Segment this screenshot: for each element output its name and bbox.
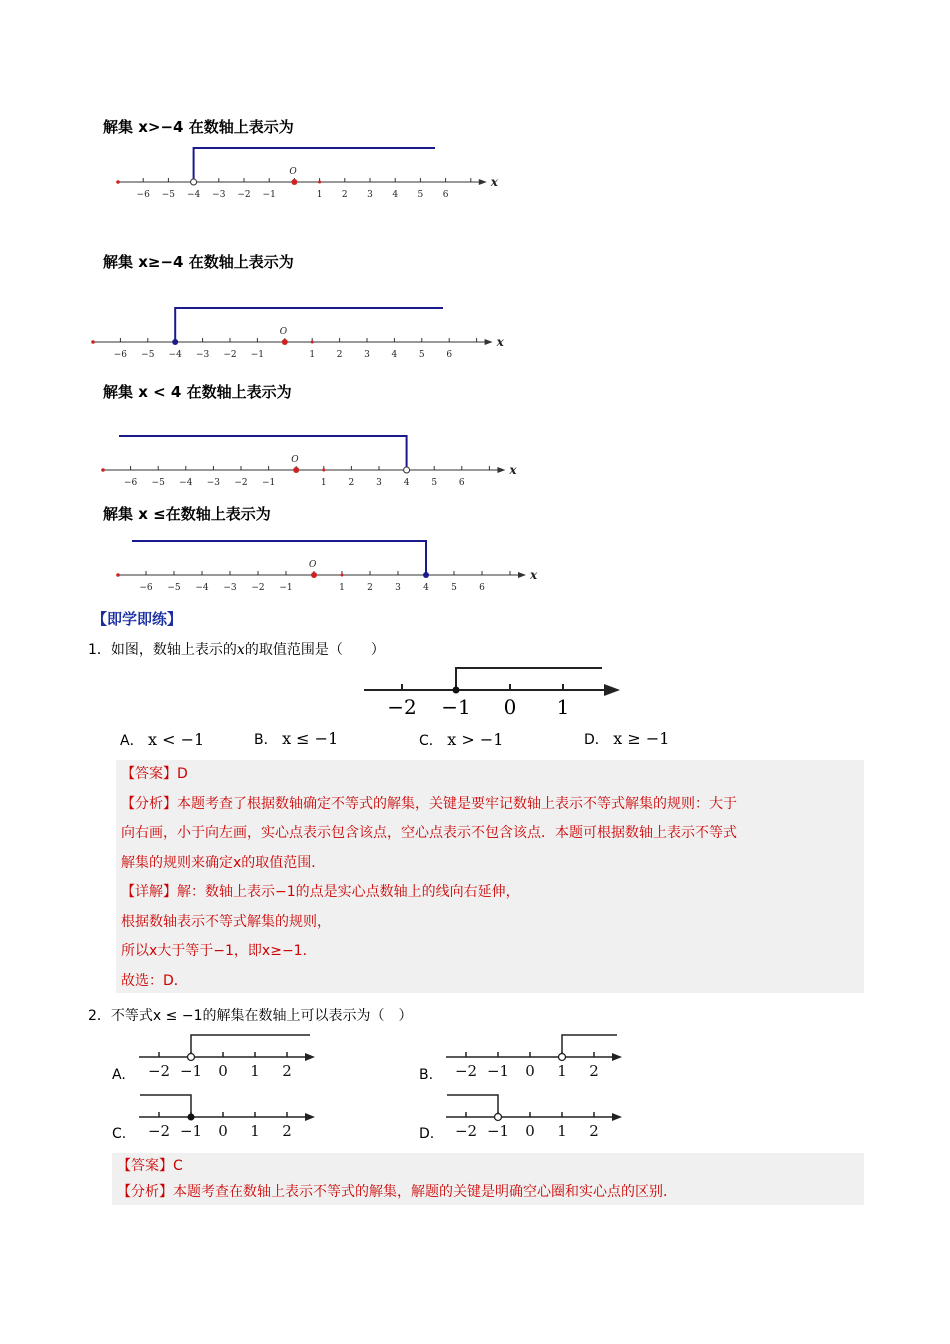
tick-label: 6 bbox=[442, 190, 449, 200]
tick-label: 3 bbox=[367, 190, 373, 200]
question-1-text-a: 如图，数轴上表示的 bbox=[110, 642, 237, 658]
tick-label: 4 bbox=[403, 478, 410, 488]
detail-1-line2: 根据数轴表示不等式解集的规则， bbox=[121, 913, 331, 930]
solution-ray bbox=[119, 436, 407, 470]
intro-label-2: 解集 x≥−4 在数轴上表示为 bbox=[103, 253, 294, 271]
axis-start-dot bbox=[116, 180, 120, 184]
tick-label: 4 bbox=[423, 583, 429, 593]
solution-ray bbox=[194, 148, 435, 182]
axis-label: x bbox=[509, 463, 517, 477]
tick-label: 6 bbox=[479, 583, 485, 593]
tick-label: −1 bbox=[262, 190, 276, 200]
numberline-figure-4 bbox=[108, 530, 538, 600]
detail-1-line3: 所以x大于等于−1，即x≥−1． bbox=[121, 943, 317, 959]
axis-start-dot bbox=[116, 573, 120, 577]
tick-label: 1 bbox=[309, 350, 316, 360]
solid-endpoint bbox=[188, 1114, 195, 1121]
tick-label: 0 bbox=[525, 1062, 535, 1080]
tick-label: −6 bbox=[139, 583, 153, 593]
tick-label: 2 bbox=[341, 190, 348, 200]
tick-label: −5 bbox=[167, 583, 181, 593]
option-a[interactable] bbox=[120, 730, 204, 750]
q2-figure-a bbox=[135, 1030, 320, 1088]
tick-label: −4 bbox=[179, 478, 193, 488]
analysis-2: 【分析】本题考查在数轴上表示不等式的解集，解题的关键是明确空心圈和实心点的区别． bbox=[117, 1184, 677, 1200]
axis-arrow bbox=[305, 1053, 315, 1061]
section-title: 【即学即练】 bbox=[92, 610, 183, 628]
question-1-var: x bbox=[236, 642, 245, 658]
numberline-figure-1 bbox=[105, 140, 498, 205]
question-1-number: 1． bbox=[88, 642, 111, 658]
tick-label: −6 bbox=[113, 350, 128, 360]
intro-label-4: 解集 x ≤在数轴上表示为 bbox=[103, 505, 271, 523]
question-2-text: 不等式x ≤ −1的解集在数轴上可以表示为（ ） bbox=[110, 1008, 413, 1024]
tick-label: 5 bbox=[451, 583, 457, 593]
tick-label: −1 bbox=[261, 478, 276, 488]
solution-ray bbox=[175, 308, 443, 342]
tick-label: 1 bbox=[250, 1122, 260, 1140]
q2-figure-c bbox=[135, 1090, 320, 1148]
origin-label: O bbox=[291, 455, 299, 465]
option-d[interactable] bbox=[584, 729, 669, 749]
tick-label: 3 bbox=[395, 583, 401, 593]
detail-1-line1: 【详解】解：数轴上表示−1的点是实心点数轴上的线向右延伸， bbox=[121, 884, 520, 900]
intro-label-1: 解集 x>−4 在数轴上表示为 bbox=[103, 118, 294, 136]
origin-label: O bbox=[289, 167, 297, 177]
unit-point bbox=[341, 574, 344, 577]
answer-box-1 bbox=[116, 760, 864, 993]
open-endpoint bbox=[191, 179, 197, 185]
tick-label: 1 bbox=[339, 583, 345, 593]
answer-2: 【答案】C bbox=[117, 1158, 183, 1174]
solid-point bbox=[453, 687, 460, 694]
tick-label: 0 bbox=[525, 1122, 535, 1140]
origin-label: O bbox=[309, 560, 317, 570]
tick-label: −2 bbox=[454, 1062, 478, 1080]
tick-label: −6 bbox=[136, 190, 150, 200]
fig-label-minus1: −1 bbox=[441, 695, 471, 719]
tick-label: −1 bbox=[486, 1122, 510, 1140]
option-c-expr: x > −1 bbox=[447, 730, 504, 749]
tick-label: −4 bbox=[195, 583, 209, 593]
tick-label: −6 bbox=[123, 478, 138, 488]
tick-label: −2 bbox=[223, 350, 237, 360]
fig-label-0: 0 bbox=[503, 695, 517, 719]
tick-label: 5 bbox=[431, 478, 438, 488]
tick-label: 3 bbox=[364, 350, 370, 360]
tick-label: 2 bbox=[336, 350, 343, 360]
solid-endpoint bbox=[423, 572, 429, 578]
open-endpoint bbox=[404, 467, 410, 473]
tick-label: −1 bbox=[486, 1062, 510, 1080]
tick-label: 4 bbox=[392, 190, 399, 200]
tick-label: −3 bbox=[195, 350, 210, 360]
axis-arrow bbox=[497, 467, 505, 473]
answer-1: 【答案】D bbox=[121, 766, 188, 782]
tick-label: −3 bbox=[223, 583, 237, 593]
tick-label: 6 bbox=[446, 350, 453, 360]
tick-label: −1 bbox=[250, 350, 265, 360]
tick-label: 1 bbox=[320, 478, 327, 488]
axis-arrow bbox=[612, 1053, 622, 1061]
tick-label: 0 bbox=[218, 1062, 228, 1080]
tick-label: −2 bbox=[237, 190, 251, 200]
tick-label: 4 bbox=[391, 350, 398, 360]
tick-label: −4 bbox=[168, 350, 182, 360]
q2-option-a[interactable]: A. bbox=[112, 1067, 126, 1083]
solution-ray bbox=[456, 668, 602, 690]
tick-label: −2 bbox=[251, 583, 265, 593]
intro-label-3: 解集 x < 4 在数轴上表示为 bbox=[103, 383, 292, 401]
numberline-figure-2 bbox=[85, 295, 504, 365]
fig-label-minus2: −2 bbox=[387, 695, 417, 719]
tick-label: 2 bbox=[348, 478, 355, 488]
question-2 bbox=[88, 1005, 412, 1025]
fig-label-1: 1 bbox=[556, 695, 570, 719]
axis-arrow bbox=[485, 339, 493, 345]
tick-label: −2 bbox=[147, 1062, 171, 1080]
option-d-letter: D． bbox=[584, 732, 609, 748]
axis-arrow bbox=[305, 1113, 315, 1121]
tick-label: −3 bbox=[206, 478, 221, 488]
axis-start-dot bbox=[101, 468, 105, 472]
tick-label: 2 bbox=[589, 1062, 599, 1080]
q2-option-d[interactable]: D. bbox=[419, 1126, 435, 1142]
solution-ray bbox=[562, 1035, 617, 1057]
tick-label: 1 bbox=[557, 1122, 567, 1140]
option-c-letter: C． bbox=[419, 733, 443, 749]
option-a-expr: x < −1 bbox=[148, 730, 205, 749]
tick-label: 2 bbox=[282, 1122, 292, 1140]
unit-point bbox=[318, 181, 321, 184]
option-a-letter: A． bbox=[120, 733, 144, 749]
axis-arrow bbox=[479, 179, 487, 185]
tick-label: −5 bbox=[141, 350, 155, 360]
tick-label: 2 bbox=[282, 1062, 292, 1080]
detail-1-line4: 故选：D． bbox=[121, 972, 188, 989]
origin-label: O bbox=[279, 327, 288, 337]
solution-ray bbox=[191, 1035, 310, 1057]
question-1 bbox=[88, 639, 385, 659]
axis-arrow bbox=[604, 684, 620, 696]
question-1-text-b: 的取值范围是（ ） bbox=[244, 642, 385, 658]
q2-figure-b bbox=[442, 1030, 627, 1088]
axis-start-dot bbox=[91, 340, 95, 344]
numberline-figure-3 bbox=[95, 425, 517, 495]
solution-ray bbox=[140, 1095, 191, 1117]
tick-label: 6 bbox=[458, 478, 465, 488]
tick-label: 1 bbox=[557, 1062, 567, 1080]
open-endpoint bbox=[559, 1054, 566, 1061]
solution-ray bbox=[132, 541, 426, 575]
analysis-1-line2: 向右画，小于向左画，实心点表示包含该点，空心点表示不包含该点．本题可根据数轴上表示不等式 bbox=[121, 825, 737, 841]
tick-label: −1 bbox=[279, 583, 293, 593]
q2-option-b[interactable]: B. bbox=[419, 1067, 434, 1083]
tick-label: −1 bbox=[179, 1062, 203, 1080]
origin-point bbox=[282, 339, 288, 345]
tick-label: −5 bbox=[161, 190, 176, 200]
option-b-letter: B． bbox=[254, 732, 278, 748]
option-d-expr: x ≥ −1 bbox=[613, 729, 670, 748]
tick-label: 5 bbox=[417, 190, 424, 200]
axis-arrow bbox=[518, 572, 526, 578]
tick-label: −2 bbox=[234, 478, 248, 488]
solid-endpoint bbox=[172, 339, 178, 345]
q2-figure-d bbox=[442, 1090, 627, 1148]
tick-label: −3 bbox=[212, 190, 226, 200]
analysis-1-line3: 解集的规则来确定x的取值范围． bbox=[121, 854, 326, 871]
origin-point bbox=[291, 179, 297, 185]
q2-option-c[interactable]: C. bbox=[112, 1126, 127, 1142]
tick-label: −1 bbox=[179, 1122, 203, 1140]
tick-label: 2 bbox=[367, 583, 373, 593]
axis-label: x bbox=[530, 568, 538, 582]
tick-label: 0 bbox=[218, 1122, 228, 1140]
open-endpoint bbox=[188, 1054, 195, 1061]
tick-label: 1 bbox=[316, 190, 323, 200]
analysis-1-line1: 【分析】本题考查了根据数轴确定不等式的解集，关键是要牢记数轴上表示不等式解集的规则：大于 bbox=[121, 795, 737, 812]
tick-label: 3 bbox=[376, 478, 382, 488]
option-b[interactable] bbox=[254, 729, 338, 749]
axis-label: x bbox=[490, 175, 498, 189]
option-b-expr: x ≤ −1 bbox=[282, 729, 339, 748]
tick-label: 2 bbox=[589, 1122, 599, 1140]
question-2-number: 2． bbox=[88, 1008, 111, 1024]
answer-box-2 bbox=[112, 1153, 864, 1205]
axis-arrow bbox=[612, 1113, 622, 1121]
origin-point bbox=[311, 572, 317, 578]
solution-ray bbox=[447, 1095, 498, 1117]
tick-label: −2 bbox=[454, 1122, 478, 1140]
axis-label: x bbox=[496, 335, 504, 349]
question-1-figure bbox=[360, 660, 625, 720]
origin-point bbox=[293, 467, 299, 473]
open-endpoint bbox=[495, 1114, 502, 1121]
unit-point bbox=[311, 341, 314, 344]
tick-label: −2 bbox=[147, 1122, 171, 1140]
tick-label: 5 bbox=[418, 350, 425, 360]
tick-label: 1 bbox=[250, 1062, 260, 1080]
tick-label: −4 bbox=[186, 190, 201, 200]
unit-point bbox=[322, 469, 325, 472]
option-c[interactable] bbox=[419, 730, 503, 750]
tick-label: −5 bbox=[151, 478, 165, 488]
